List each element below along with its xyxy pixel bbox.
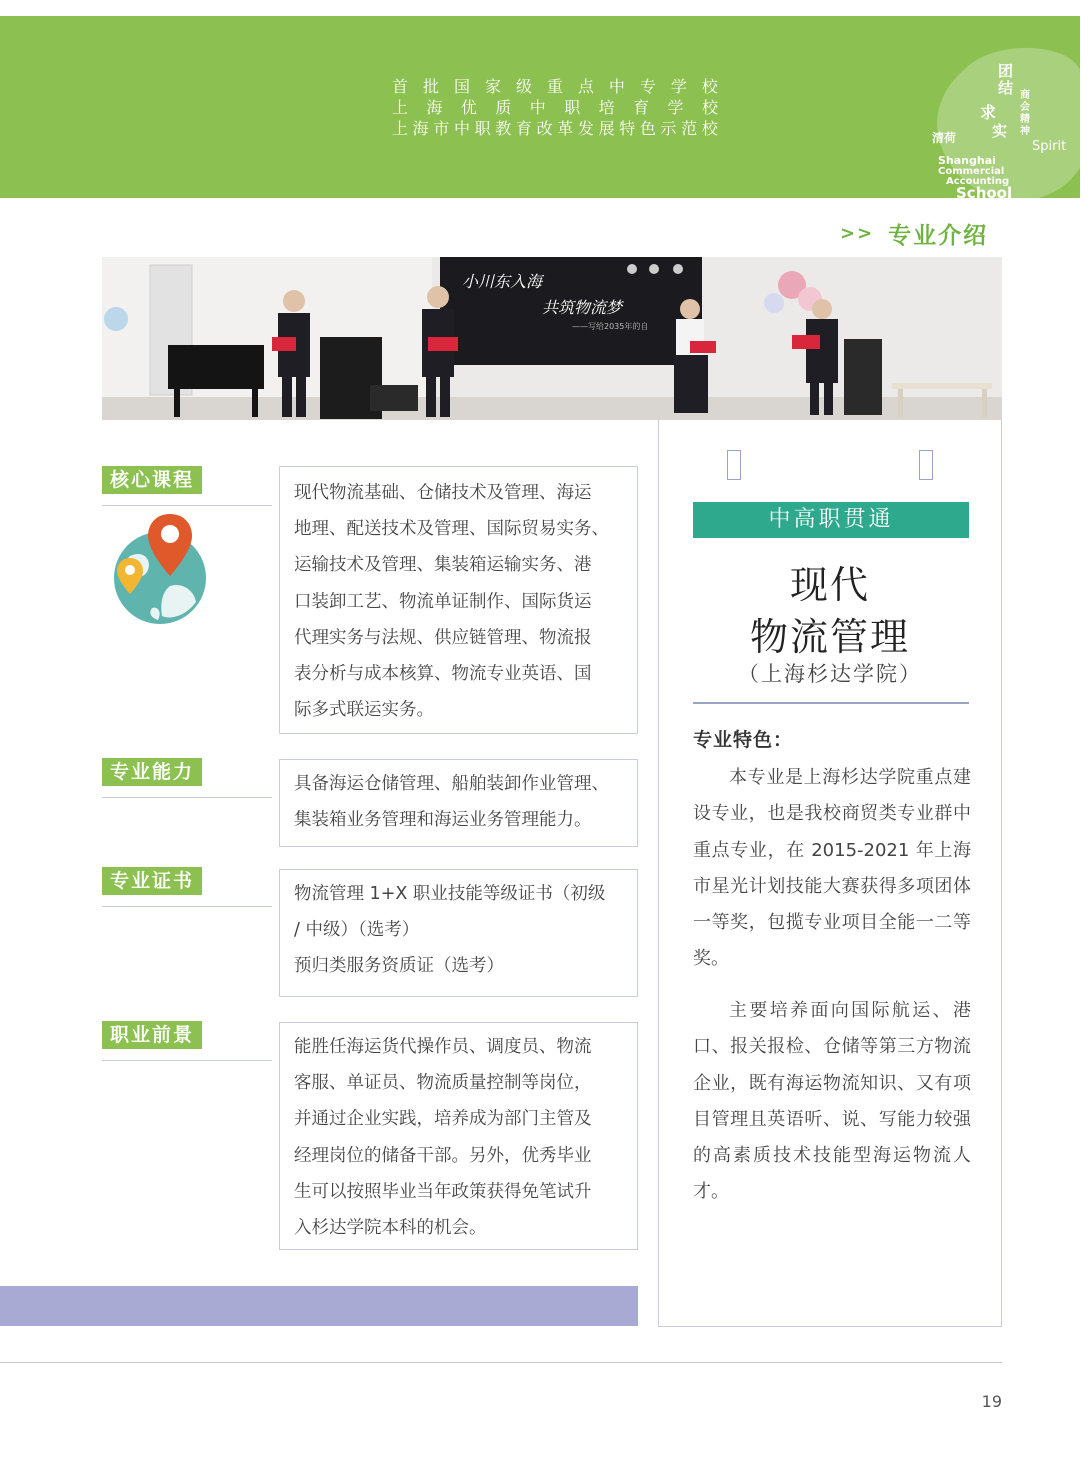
svg-text:Accounting: Accounting	[946, 176, 1010, 187]
label-underline	[102, 1060, 272, 1061]
label-underline	[102, 906, 272, 907]
motto-line-3: 上 海 市 中 职 教 育 改 革 发 展 特 色 示 范 校	[392, 119, 718, 138]
decorative-bar	[0, 1286, 638, 1326]
motto-line-2: 上 海 优 质 中 职 培 育 学 校	[392, 98, 718, 117]
svg-text:结: 结	[998, 79, 1014, 97]
divider	[693, 702, 969, 704]
program-type-badge: 中高职贯通	[693, 502, 969, 538]
globe-location-icon	[108, 512, 212, 630]
svg-text:实: 实	[992, 122, 1008, 140]
program-title-line-2: 物流管理	[749, 615, 910, 659]
motto-line-1: 首 批 国 家 级 重 点 中 专 学 校	[392, 77, 718, 96]
feature-label: 专业特色：	[693, 729, 794, 751]
career-text: 能胜任海运货代操作员、调度员、物流 客服、单证员、物流质量控制等岗位， 并通过企业实践，培养成为部门主管及 经理岗位的储备干部。另外，优秀毕业 生可以按照毕业当年政策获得免笔试升 入杉达学院本科的机会。	[294, 1037, 592, 1239]
label-career: 职业前景	[102, 1021, 202, 1049]
svg-text:小川东入海: 小川东入海	[462, 272, 543, 291]
svg-text:会: 会	[1020, 102, 1030, 113]
label-core-courses: 核心课程	[102, 466, 202, 494]
svg-text:求: 求	[980, 103, 997, 122]
svg-text:共筑物流梦: 共筑物流梦	[542, 298, 623, 317]
svg-text:团: 团	[998, 62, 1014, 80]
career-box	[279, 1022, 638, 1250]
svg-text:神: 神	[1020, 126, 1030, 137]
school-wordcloud-logo	[928, 38, 1088, 209]
svg-text:精: 精	[1020, 114, 1030, 125]
svg-text:——写给2035年的自: ——写给2035年的自	[572, 322, 649, 331]
footer-divider	[0, 1362, 1002, 1363]
svg-text:清荷: 清荷	[932, 131, 957, 145]
event-photo	[102, 257, 1002, 420]
abilities-text: 具备海运仓储管理、船舶装卸作业管理、 集装箱业务管理和海运业务管理能力。	[294, 774, 609, 831]
abilities-box	[279, 759, 638, 847]
school-motto	[392, 76, 718, 139]
svg-text:Commercial: Commercial	[938, 166, 1005, 177]
program-panel	[658, 420, 1002, 1327]
program-title-line-1: 现代	[789, 563, 870, 607]
svg-text:Shanghai: Shanghai	[938, 154, 996, 167]
page-number: 19	[981, 1392, 1002, 1411]
label-abilities: 专业能力	[102, 758, 202, 786]
label-underline	[102, 797, 272, 798]
certificates-box	[279, 869, 638, 997]
feature-paragraph-1: 本专业是上海杉达学院重点建设专业，也是我校商贸类专业群中重点专业，在 2015-2021 年上海市星光计划技能大赛获得多项团体一等奖，包揽专业项目全能一二等奖。	[693, 767, 971, 970]
program-subtitle: （上海杉达学院）	[738, 662, 922, 686]
core-courses-box	[279, 466, 638, 734]
double-chevron-icon: >>	[840, 222, 875, 244]
label-certificates: 专业证书	[102, 867, 202, 895]
core-courses-text: 现代物流基础、仓储技术及管理、海运 地理、配送技术及管理、国际贸易实务、 运输技术及管理、集装箱运输实务、港 口装卸工艺、物流单证制作、国际货运 代理实务与法规、供应链管理、物流报 表分析与成本核算、物流专业英语、国 际多式联运实务。	[294, 483, 609, 721]
header-banner	[0, 16, 1080, 209]
section-title: 专业介绍	[888, 222, 989, 249]
svg-text:Aspiration: Aspiration	[946, 199, 992, 209]
svg-text:Spirit: Spirit	[1032, 139, 1067, 154]
label-underline	[102, 505, 272, 506]
quote-bracket-icon	[727, 450, 741, 480]
certificates-text: 物流管理 1+X 职业技能等级证书（初级 / 中级）（选考） 预归类服务资质证（选考）	[294, 884, 606, 977]
svg-text:商: 商	[1020, 90, 1030, 101]
section-tag	[840, 218, 988, 248]
quote-bracket-icon	[919, 450, 933, 480]
svg-text:School: School	[956, 184, 1013, 202]
feature-paragraph-2: 主要培养面向国际航运、港口、报关报检、仓储等第三方物流企业，既有海运物流知识、又有项目管理且英语听、说、写能力较强的高素质技术技能型海运物流人才。	[693, 1000, 971, 1203]
